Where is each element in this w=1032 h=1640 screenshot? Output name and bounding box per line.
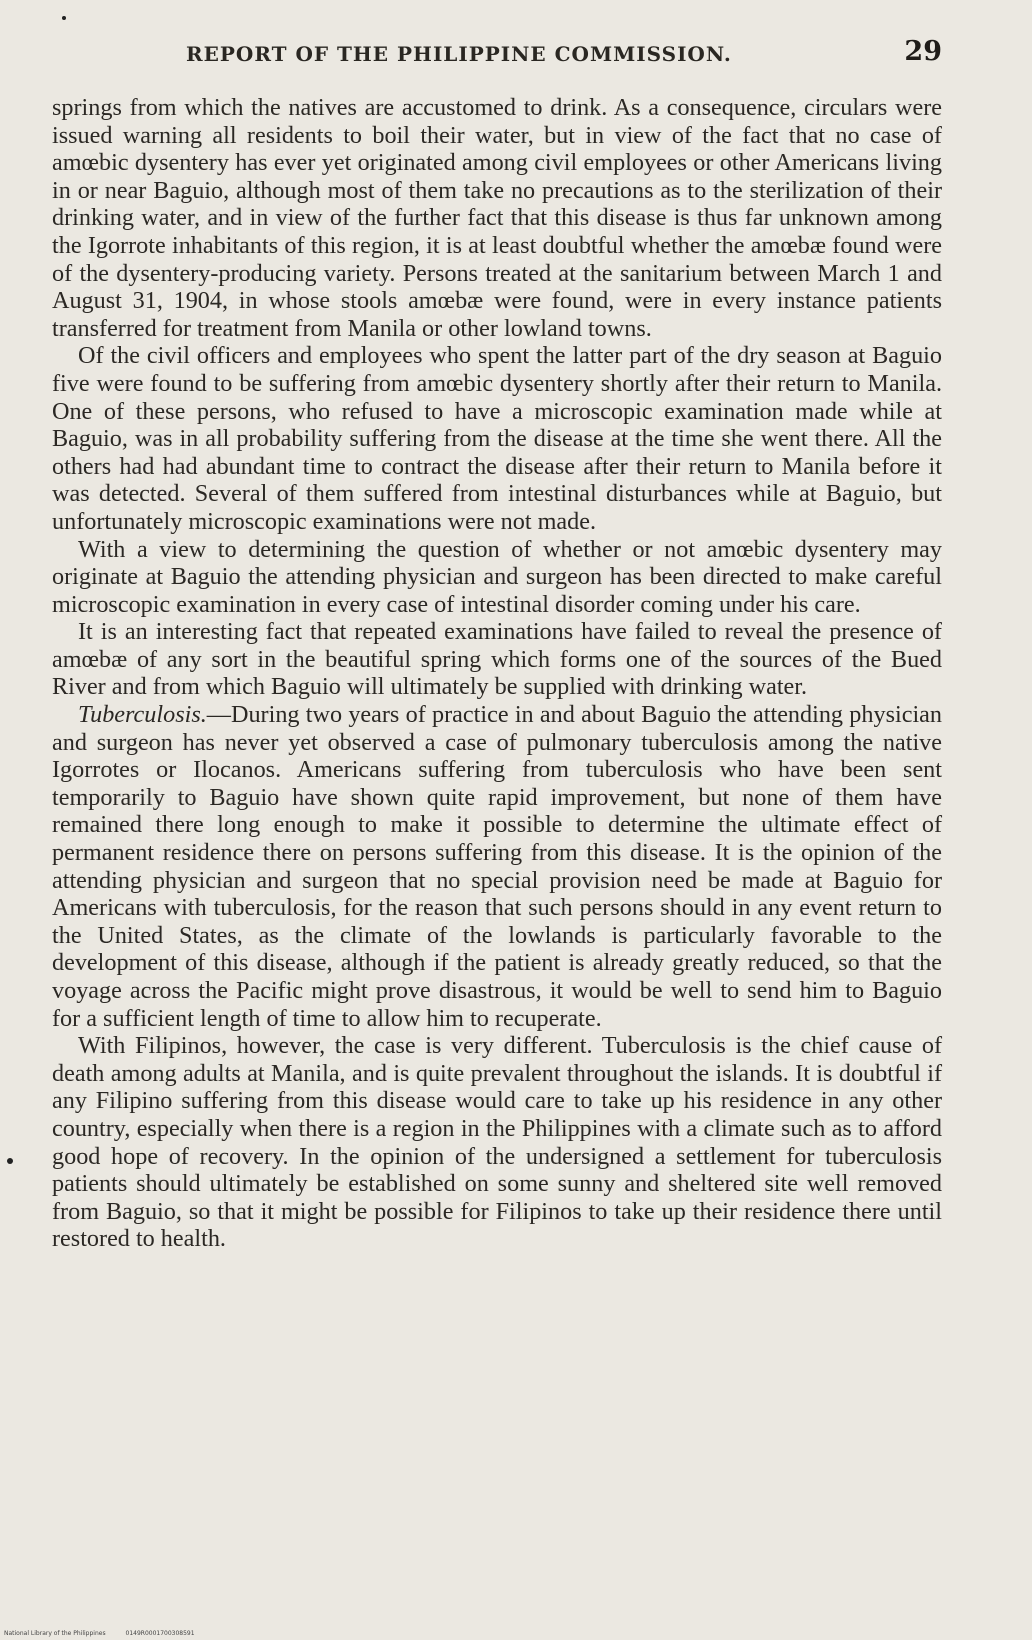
paragraph: It is an interesting fact that repeated examinations have failed to reveal the presence of amœbæ of any sort in the beautiful spring which forms one of the sources of the Bued River and from which Baguio will ultimately be supplied with drinking water. bbox=[52, 618, 942, 701]
footer-library: National Library of the Philippines bbox=[4, 1630, 106, 1637]
paragraph-text: —During two years of practice in and about Baguio the attending physician and surgeon has never yet observed a case of pulmonary tuberculosis among the native Igorrotes or Ilocanos. Americans suffering from tuberculosis who have been sent temporarily to Baguio have shown quite rapid improvement, but none of them have remained there long enough to make it possible to determine the ultimate effect of permanent residence there on persons suffering from this disease. It is the opinion of the attending physician and surgeon that no special provision need be made at Baguio for Americans with tuberculosis, for the reason that such persons should in any event return to the United States, as the climate of the lowlands is particularly favorable to the development of this disease, although if the patient is already greatly reduced, so that the voyage across the Pacific might prove disastrous, it would be well to send him to Baguio for a sufficient length of time to allow him to recuperate. bbox=[52, 701, 942, 1032]
scan-speck bbox=[62, 16, 66, 20]
section-title: Tuberculosis. bbox=[78, 701, 207, 729]
paragraph-tuberculosis bbox=[52, 701, 942, 1032]
scan-speck bbox=[7, 1158, 13, 1164]
scan-footer bbox=[4, 1630, 213, 1637]
body-text bbox=[52, 94, 942, 1253]
footer-identifier: 0149R0001700308591 bbox=[125, 1630, 195, 1637]
paragraph: With a view to determining the question of whether or not amœbic dysentery may originate at Baguio the attending physician and surgeon has been directed to make careful microscopic examination in every case of intestinal disorder coming under his care. bbox=[52, 535, 942, 618]
paragraph: With Filipinos, however, the case is very different. Tuberculosis is the chief cause of death among adults at Manila, and is quite prevalent throughout the islands. It is doubtful if any Filipino suffering from this disease would care to take up his residence in any other country, especially when there is a region in the Philippines with a climate such as to afford good hope of recovery. In the opinion of the undersigned a settlement for tuberculosis patients should ultimately be established on some sunny and sheltered site well removed from Baguio, so that it might be possible for Filipinos to take up their residence there until restored to health. bbox=[52, 1032, 942, 1253]
paragraph: Of the civil officers and employees who spent the latter part of the dry season at Baguio five were found to be suffering from amœbic dysentery shortly after their return to Manila. One of these persons, who refused to have a microscopic examination made while at Baguio, was in all probability suffering from the disease at the time she went there. All the others had had abundant time to contract the disease after their return to Manila before it was detected. Several of them suffered from intestinal disturbances while at Baguio, but unfortunately microscopic examinations were not made. bbox=[52, 342, 942, 535]
running-head: REPORT OF THE PHILIPPINE COMMISSION. bbox=[186, 42, 732, 66]
paragraph: springs from which the natives are accustomed to drink. As a consequence, circulars were issued warning all residents to boil their water, but in view of the fact that no case of amœbic dysentery has ever yet originated among civil employees or other Americans living in or near Baguio, although most of them take no precautions as to the sterilization of their drinking water, and in view of the further fact that this disease is thus far unknown among the Igorrote inhabitants of this region, it is at least doubtful whether the amœbæ found were of the dysentery-producing variety. Persons treated at the sanitarium between March 1 and August 31, 1904, in whose stools amœbæ were found, were in every instance patients transferred for treatment from Manila or other lowland towns. bbox=[52, 94, 942, 342]
page-header bbox=[56, 36, 946, 76]
page-number: 29 bbox=[904, 36, 942, 67]
